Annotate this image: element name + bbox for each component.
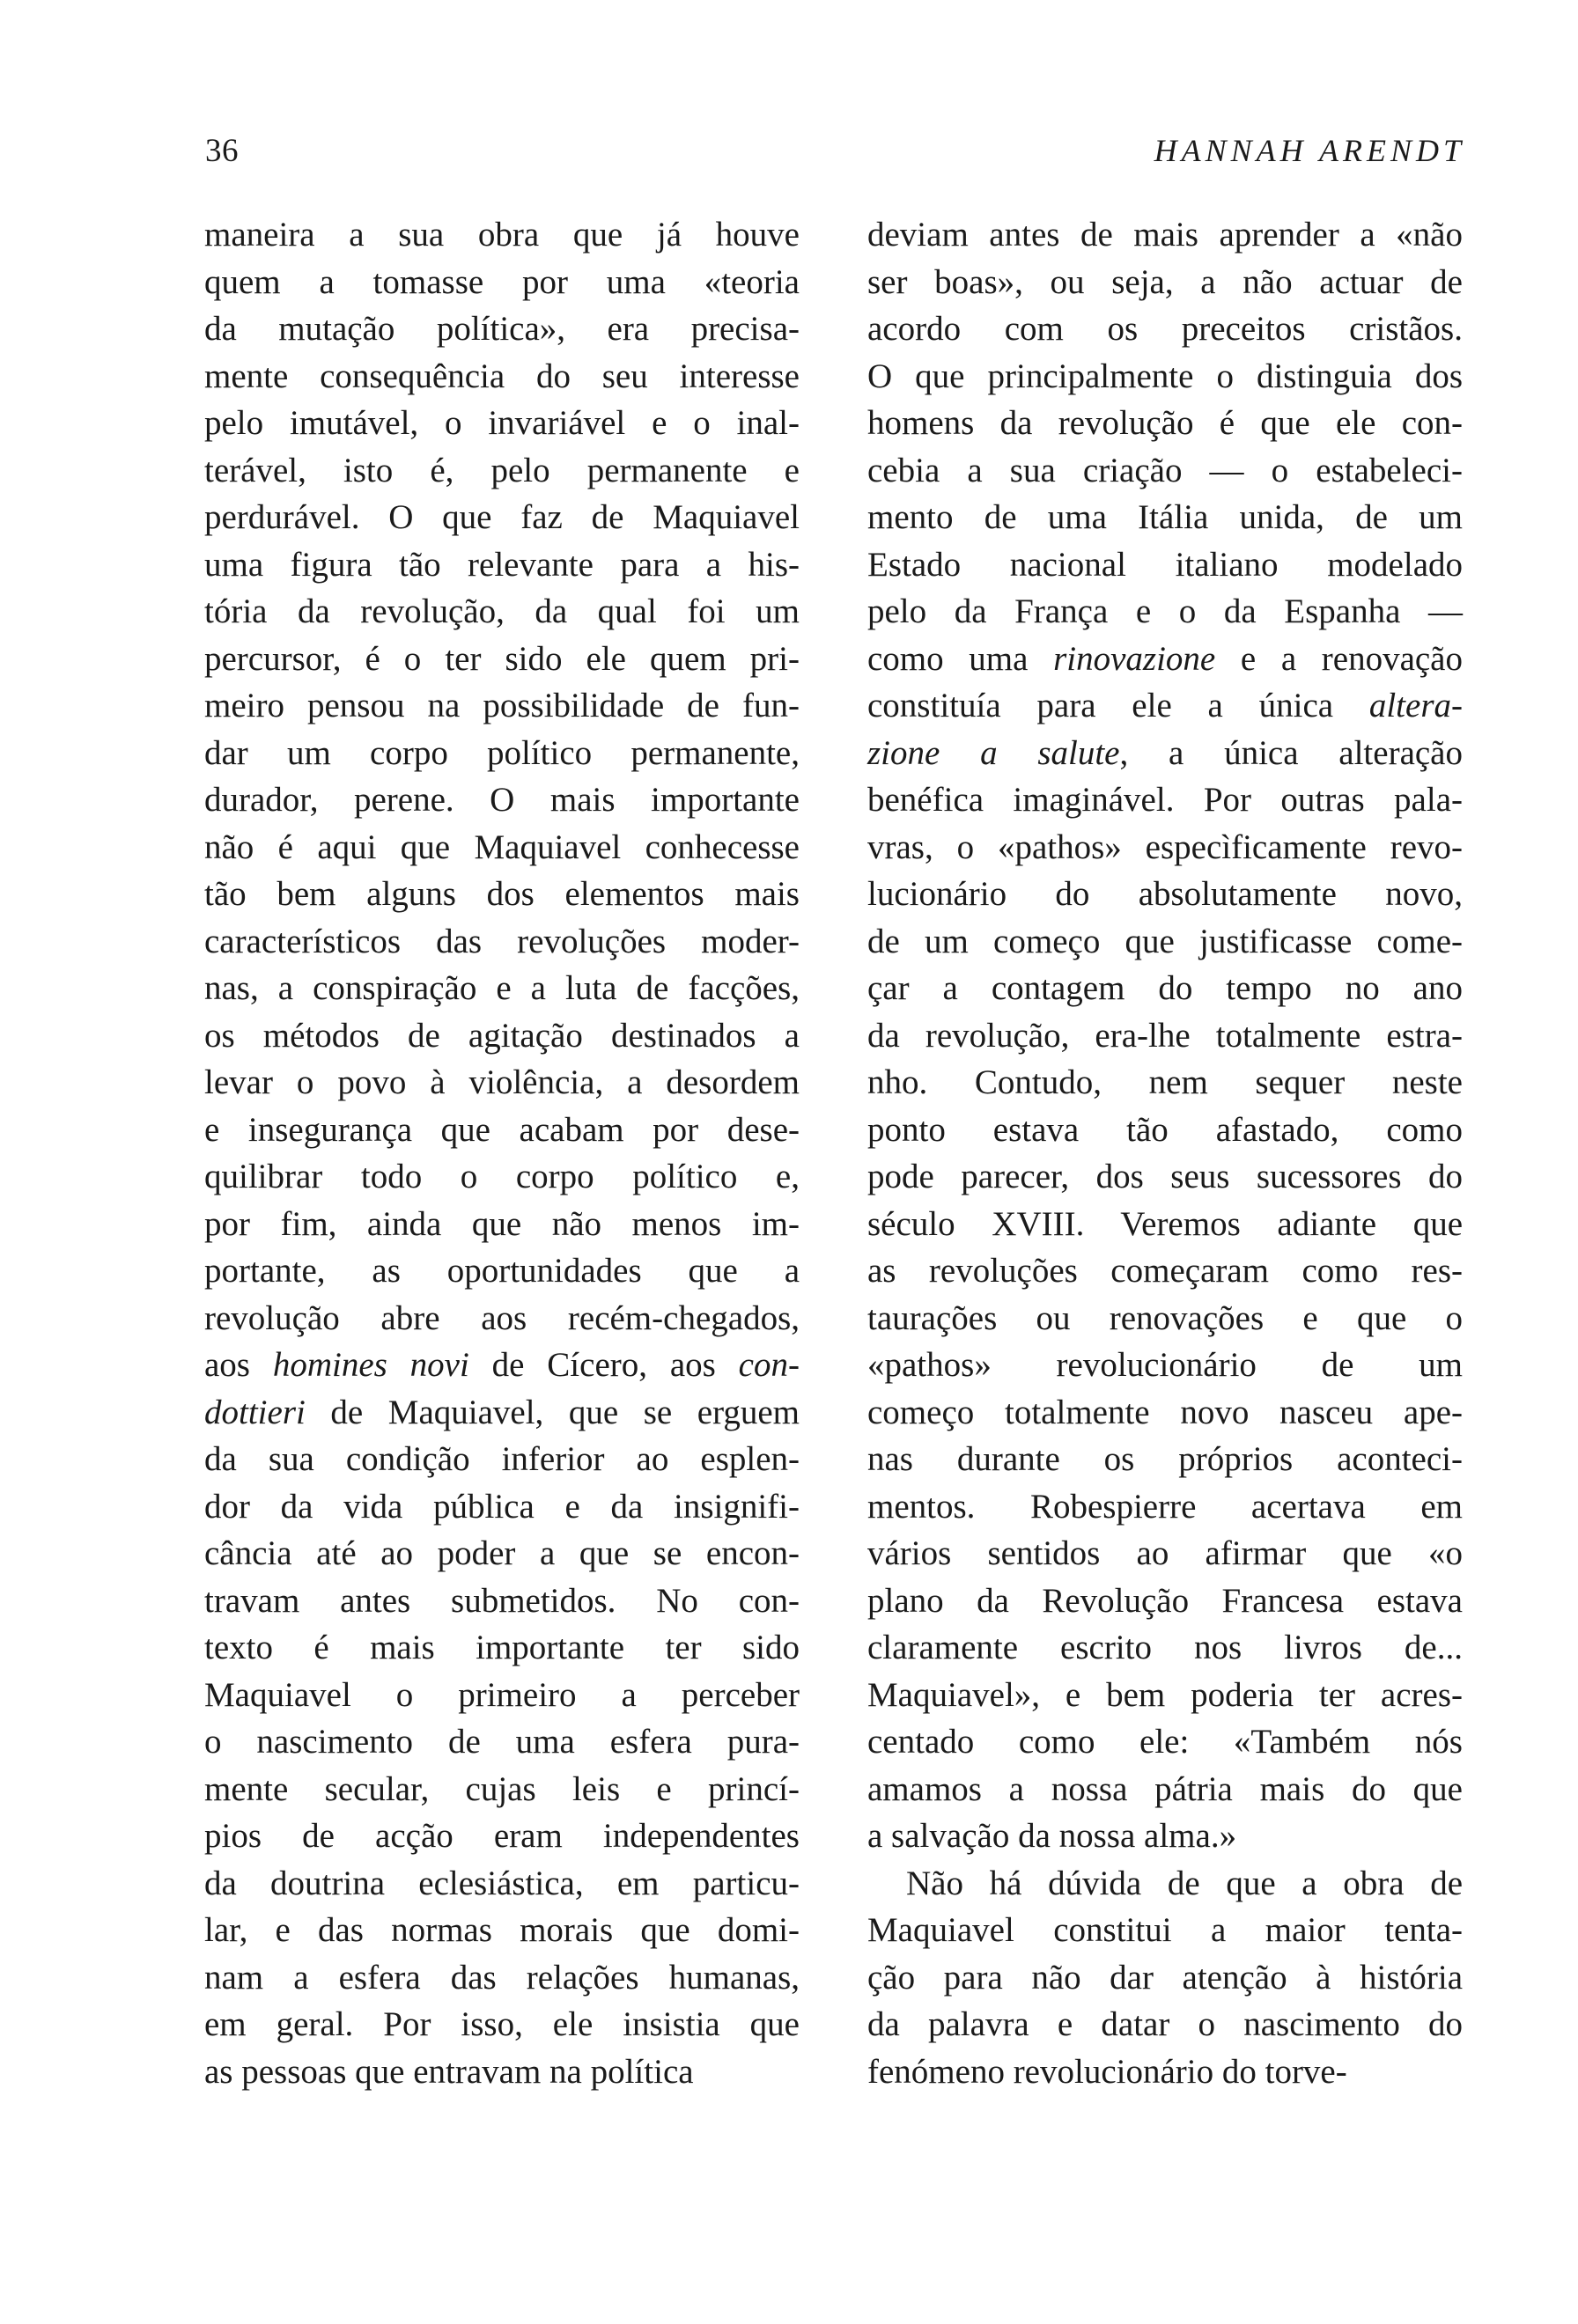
text-line: tória da revolução, da qual foi um xyxy=(204,592,800,630)
text-line: não é aqui que Maquiavel conhecesse xyxy=(204,827,800,866)
text-line: da sua condição inferior ao esplen- xyxy=(204,1440,800,1478)
text-line: da doutrina eclesiástica, em particu- xyxy=(204,1864,800,1902)
text-line: e insegurança que acabam por dese- xyxy=(204,1110,800,1149)
text-line: os métodos de agitação destinados a xyxy=(204,1016,800,1055)
text-line: acordo com os preceitos cristãos. xyxy=(867,310,1463,348)
text-line: O que principalmente o distinguia dos xyxy=(867,357,1463,395)
text-line: mento de uma Itália unida, de um xyxy=(867,498,1463,536)
text-line: Maquiavel constitui a maior tenta- xyxy=(867,1911,1463,1949)
text-line: centado como ele: «Também nós xyxy=(867,1723,1463,1761)
text-line: maneira a sua obra que já houve xyxy=(204,216,800,254)
text-line: cância até ao poder a que se encon- xyxy=(204,1534,800,1572)
text-line: mente consequência do seu interesse xyxy=(204,357,800,395)
text-line: travam antes submetidos. No con- xyxy=(204,1581,800,1620)
text-line: plano da Revolução Francesa estava xyxy=(867,1581,1463,1620)
text-line: durador, perene. O mais importante xyxy=(204,781,800,819)
text-line: claramente escrito nos livros de... xyxy=(867,1629,1463,1666)
running-head: HANNAH ARENDT xyxy=(1154,133,1465,168)
text-line: Maquiavel o primeiro a perceber xyxy=(204,1675,800,1714)
text-line: homens da revolução é que ele con- xyxy=(867,404,1463,442)
text-line: constituía para ele a única altera- xyxy=(867,687,1463,724)
text-line: por fim, ainda que não menos im- xyxy=(204,1204,800,1243)
text-line: mente secular, cujas leis e princí- xyxy=(204,1769,800,1808)
text-line: nam a esfera das relações humanas, xyxy=(204,1958,800,1997)
text-line: çar a contagem do tempo no ano xyxy=(867,969,1463,1007)
text-line: «pathos» revolucionário de um xyxy=(867,1346,1463,1384)
text-line: Maquiavel», e bem poderia ter acres- xyxy=(867,1675,1463,1714)
text-line: começo totalmente novo nasceu ape- xyxy=(867,1393,1463,1431)
text-line: a salvação da nossa alma.» xyxy=(867,1817,1237,1855)
text-line: uma figura tão relevante para a his- xyxy=(204,545,800,584)
text-line: dor da vida pública e da insignifi- xyxy=(204,1487,800,1526)
text-line: quilibrar todo o corpo político e, xyxy=(204,1158,800,1195)
text-line: nas durante os próprios aconteci- xyxy=(867,1440,1463,1478)
text-line: cebia a sua criação — o estabeleci- xyxy=(867,451,1463,489)
text-line: ser boas», ou seja, a não actuar de xyxy=(867,262,1463,301)
text-line: da palavra e datar o nascimento do xyxy=(867,2005,1463,2043)
text-line: percursor, é o ter sido ele quem pri- xyxy=(204,639,800,678)
right-column xyxy=(867,211,1463,2095)
text-line: nas, a conspiração e a luta de facções, xyxy=(204,969,800,1007)
text-line: Estado nacional italiano modelado xyxy=(867,545,1463,584)
text-line: ponto estava tão afastado, como xyxy=(867,1110,1463,1149)
text-line: da mutação política», era precisa- xyxy=(204,310,800,348)
left-column xyxy=(204,211,800,2095)
text-line: perdurável. O que faz de Maquiavel xyxy=(204,498,800,536)
text-line: lucionário do absolutamente novo, xyxy=(867,875,1463,913)
text-line: revolução abre aos recém-chegados, xyxy=(204,1298,800,1337)
text-line: amamos a nossa pátria mais do que xyxy=(867,1769,1463,1808)
text-line: de um começo que justificasse come- xyxy=(867,922,1463,960)
text-line: em geral. Por isso, ele insistia que xyxy=(204,2005,800,2043)
text-line: terável, isto é, pelo permanente e xyxy=(204,451,800,489)
text-line: ção para não dar atenção à história xyxy=(867,1958,1463,1997)
text-line: Não há dúvida de que a obra de xyxy=(906,1864,1463,1902)
text-line: pelo imutável, o invariável e o inal- xyxy=(204,404,800,442)
text-line: pelo da França e o da Espanha — xyxy=(867,592,1463,630)
text-line: o nascimento de uma esfera pura- xyxy=(204,1723,800,1761)
text-line: benéfica imaginável. Por outras pala- xyxy=(867,781,1463,819)
text-line: as pessoas que entravam na política xyxy=(204,2052,694,2091)
text-line: taurações ou renovações e que o xyxy=(867,1298,1463,1337)
page-number: 36 xyxy=(205,133,239,169)
text-line: vários sentidos ao afirmar que «o xyxy=(867,1534,1463,1572)
text-line: característicos das revoluções moder- xyxy=(204,922,800,960)
text-line: dar um corpo político permanente, xyxy=(204,733,800,772)
text-line: século XVIII. Veremos adiante que xyxy=(867,1204,1463,1243)
text-line: texto é mais importante ter sido xyxy=(204,1629,800,1666)
text-line: levar o povo à violência, a desordem xyxy=(204,1063,800,1101)
text-line: tão bem alguns dos elementos mais xyxy=(204,875,800,913)
text-line: zione a salute, a única alteração xyxy=(867,733,1463,772)
text-line: da revolução, era-lhe totalmente estra- xyxy=(867,1016,1463,1055)
text-line: como uma rinovazione e a renovação xyxy=(867,639,1463,678)
text-line: aos homines novi de Cícero, aos con- xyxy=(204,1346,800,1384)
text-line: portante, as oportunidades que a xyxy=(204,1252,800,1290)
text-line: fenómeno revolucionário do torve- xyxy=(867,2052,1347,2091)
text-line: vras, o «pathos» especìficamente revo- xyxy=(867,827,1463,866)
text-line: meiro pensou na possibilidade de fun- xyxy=(204,687,800,724)
text-line: quem a tomasse por uma «teoria xyxy=(204,262,800,301)
text-line: dottieri de Maquiavel, que se erguem xyxy=(204,1393,800,1431)
text-line: deviam antes de mais aprender a «não xyxy=(867,216,1463,254)
text-line: mentos. Robespierre acertava em xyxy=(867,1487,1463,1526)
text-line: as revoluções começaram como res- xyxy=(867,1252,1463,1290)
text-line: lar, e das normas morais que domi- xyxy=(204,1911,800,1949)
text-line: pios de acção eram independentes xyxy=(204,1817,800,1855)
text-line: pode parecer, dos seus sucessores do xyxy=(867,1158,1463,1195)
text-line: nho. Contudo, nem sequer neste xyxy=(867,1063,1463,1101)
